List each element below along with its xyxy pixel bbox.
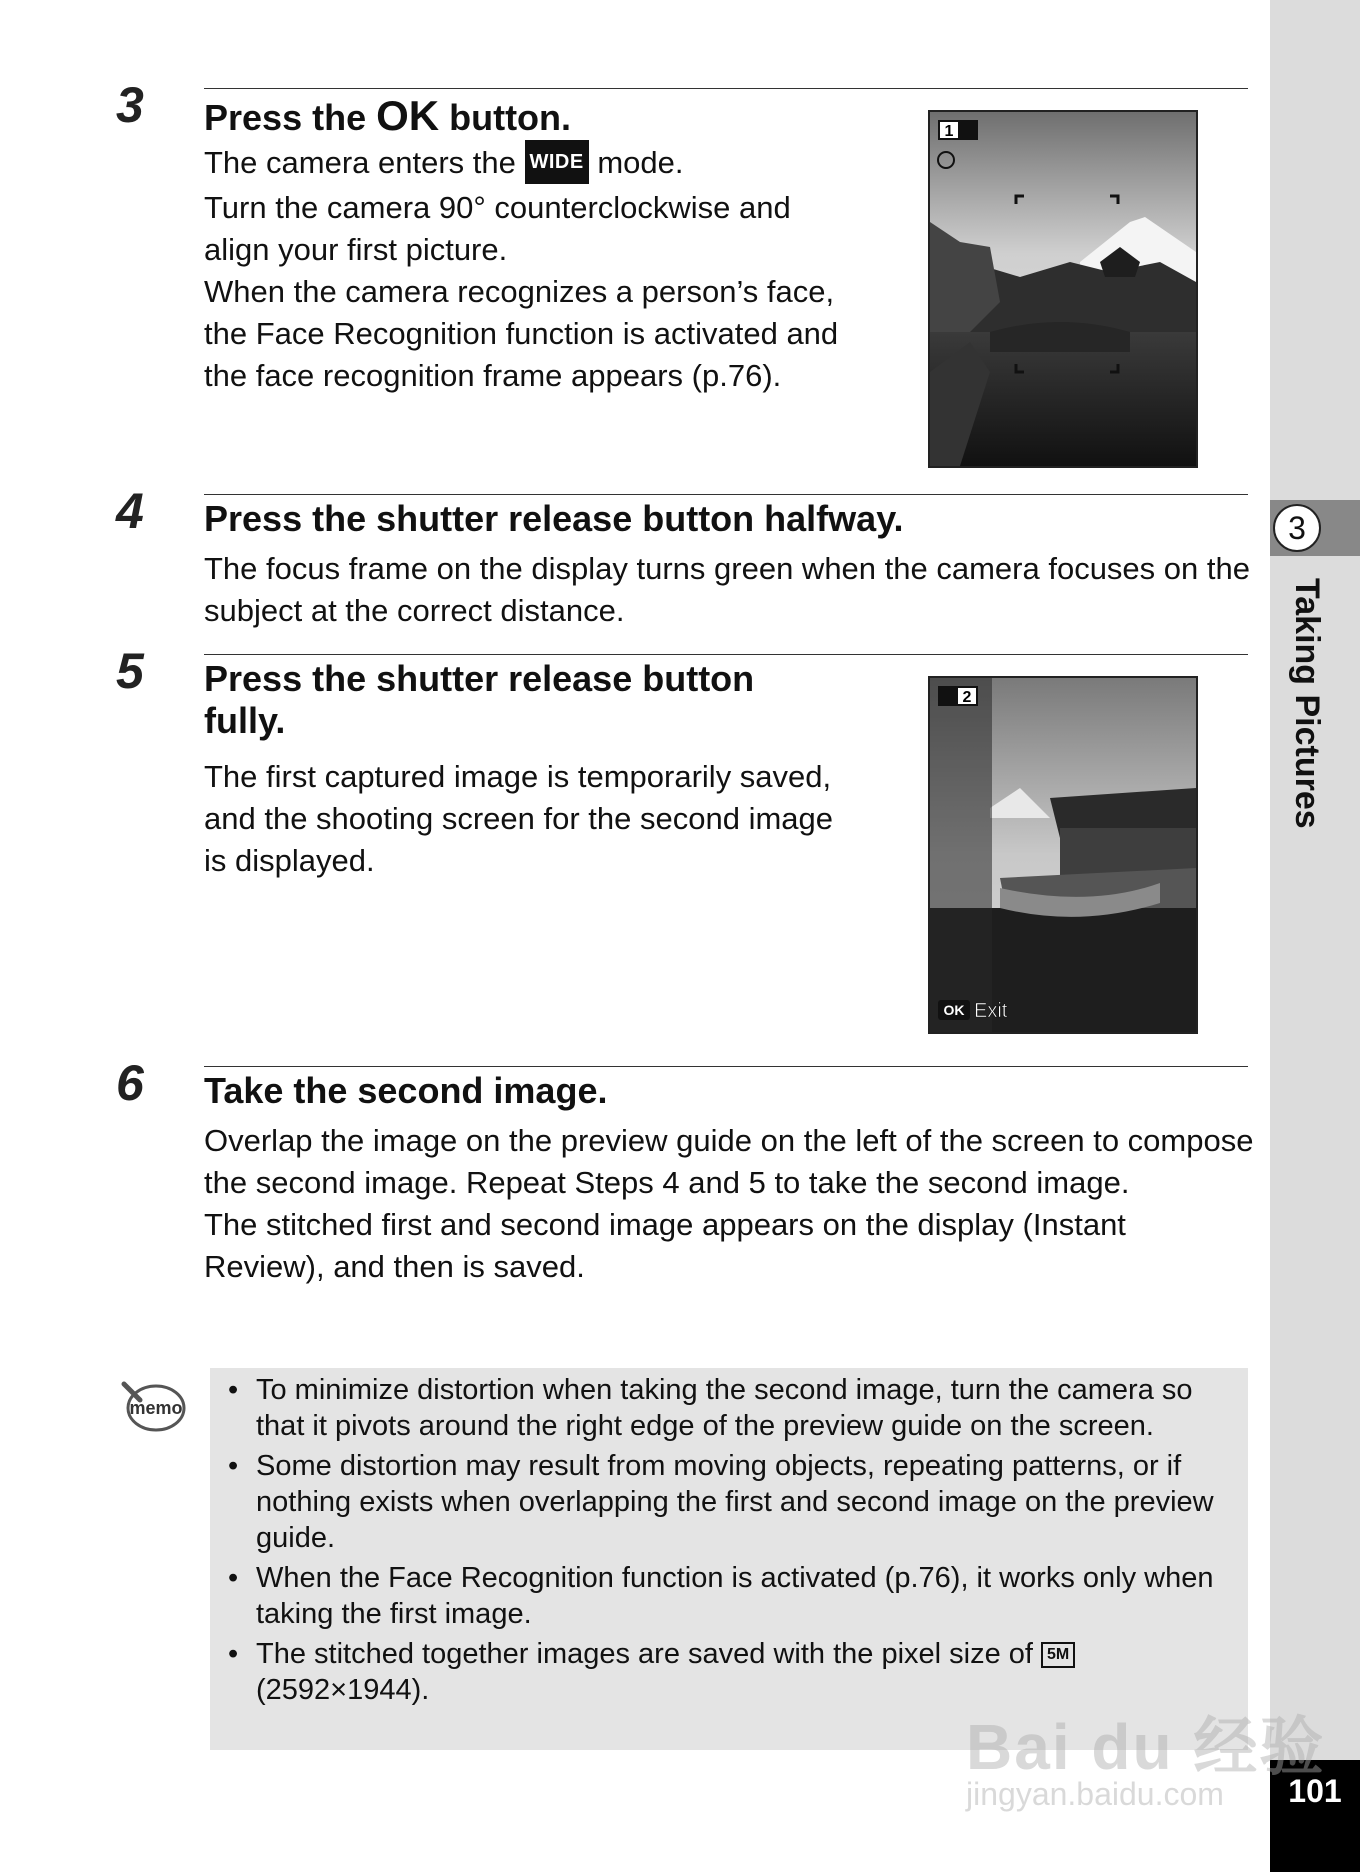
watermark-url: jingyan.baidu.com bbox=[966, 1776, 1224, 1812]
step-body bbox=[204, 1120, 1254, 1288]
pavilion-photo bbox=[930, 678, 1196, 1032]
wide-mode-icon: WIDE bbox=[525, 140, 589, 184]
memo-item: • To minimize distortion when taking the second image, turn the camera so that it pivots around the right edge of the preview guide on the screen. bbox=[226, 1372, 1242, 1444]
step-divider bbox=[204, 1066, 1248, 1067]
step-paragraph: When the camera recognizes a person’s face, the Face Recognition function is activated and the face recognition frame appears (p.76). bbox=[204, 273, 839, 393]
pixel-size-icon: 5M bbox=[1041, 1642, 1075, 1668]
chapter-title: Taking Pictures bbox=[1288, 578, 1326, 829]
step-paragraph: The focus frame on the display turns green when the camera focuses on the subject at the correct distance. bbox=[204, 551, 1250, 628]
memo-icon bbox=[116, 1376, 188, 1436]
step-number: 5 bbox=[116, 643, 144, 699]
frame-number: 2 bbox=[962, 689, 972, 706]
step-number: 6 bbox=[116, 1055, 144, 1111]
frame-number: 1 bbox=[944, 123, 954, 140]
paragraph-text: mode. bbox=[588, 145, 684, 180]
step-title: Press the shutter release button fully. bbox=[204, 658, 755, 741]
step-paragraph: The first captured image is temporarily saved, and the shooting screen for the second image is displayed. bbox=[204, 759, 834, 878]
chapter-sidebar bbox=[1270, 0, 1360, 1872]
page-number: 101 bbox=[1270, 1760, 1360, 1872]
step-paragraph: Turn the camera 90° counterclockwise and align your first picture. bbox=[204, 189, 791, 267]
step-body bbox=[204, 142, 864, 397]
memo-list bbox=[226, 1372, 1242, 1712]
camera-screen-first-image bbox=[928, 110, 1198, 468]
step-body bbox=[204, 548, 1254, 632]
step-divider bbox=[204, 88, 1248, 89]
step-paragraph bbox=[204, 142, 864, 187]
landscape-photo bbox=[930, 112, 1196, 466]
step-number: 3 bbox=[116, 77, 144, 133]
exit-label: Exit bbox=[974, 1000, 1008, 1022]
ok-symbol: OK bbox=[376, 92, 440, 139]
paragraph-text: The camera enters the bbox=[204, 145, 525, 180]
step-title: Take the second image. bbox=[204, 1070, 608, 1111]
step-title-text: Press the bbox=[204, 97, 377, 138]
camera-screen-second-image bbox=[928, 676, 1198, 1034]
memo-item-text: The stitched together images are saved with the pixel size of bbox=[256, 1638, 1042, 1670]
step-divider bbox=[204, 654, 1248, 655]
step-paragraph: The stitched first and second image appears on the display (Instant Review), and then is saved. bbox=[204, 1207, 1126, 1284]
step-number: 4 bbox=[116, 483, 144, 539]
memo-item-text: (2592×1944). bbox=[256, 1674, 430, 1706]
step-title: Press the shutter release button halfway. bbox=[204, 498, 904, 539]
step-divider bbox=[204, 494, 1248, 495]
step-title bbox=[204, 92, 571, 140]
step-paragraph: Overlap the image on the preview guide on the left of the screen to compose the second image. Repeat Steps 4 and 5 to take the second image. bbox=[204, 1123, 1254, 1200]
memo-item: • When the Face Recognition function is activated (p.76), it works only when taking the first image. bbox=[226, 1560, 1242, 1632]
step-body bbox=[204, 756, 844, 882]
ok-button-icon: OK bbox=[943, 1002, 965, 1018]
memo-item: • Some distortion may result from moving objects, repeating patterns, or if nothing exists when overlapping the first and second image on the preview guide. bbox=[226, 1448, 1242, 1556]
memo-label: memo bbox=[129, 1398, 183, 1418]
chapter-number: 3 bbox=[1273, 504, 1321, 552]
preview-guide bbox=[930, 678, 992, 1032]
step-title-text: button. bbox=[439, 97, 572, 138]
watermark-logo: Bai du 经验 bbox=[966, 1711, 1326, 1783]
